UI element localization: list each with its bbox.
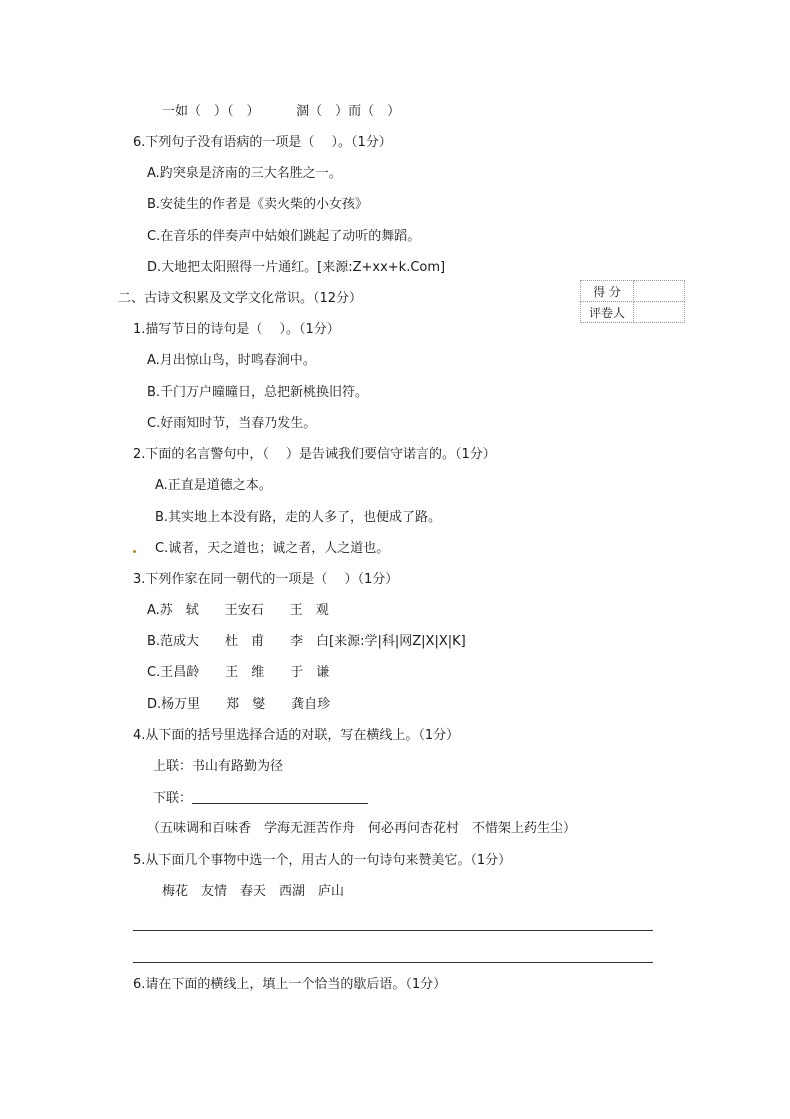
score-cell <box>634 281 685 302</box>
section-2-heading: 二、古诗文积累及文学文化常识。（12分） <box>118 291 363 306</box>
question-4-stem: 4.从下面的括号里选择合适的对联，写在横线上。（1分） <box>133 728 460 743</box>
question-2-option-c: C.诚者，天之道也；诚之者，人之道也。 <box>155 541 390 556</box>
couplet-upper: 上联：书山有路勤为径 <box>153 759 284 774</box>
question-1-option-b: B.千门万户曈曈日，总把新桃换旧符。 <box>147 385 369 400</box>
question-1-stem: 1.描写节日的诗句是（ ）。（1分） <box>133 322 340 337</box>
question-1-option-a: A.月出惊山鸟，时鸣春涧中。 <box>147 353 316 368</box>
question-6b-stem: 6.请在下面的横线上，填上一个恰当的歇后语。（1分） <box>133 977 447 992</box>
question-1-option-c: C.好雨知时节，当春乃发生。 <box>147 416 317 431</box>
question-6-option-a: A.趵突泉是济南的三大名胜之一。 <box>147 166 342 181</box>
question-6-stem: 6.下列句子没有语病的一项是（ ）。（1分） <box>133 135 392 150</box>
question-6-option-b: B.安徒生的作者是《卖火柴的小女孩》 <box>147 197 369 212</box>
couplet-lower-row <box>153 789 368 808</box>
answer-line-2[interactable] <box>133 962 653 963</box>
question-3-option-c: C.王昌龄 王 维 于 谦 <box>147 665 330 680</box>
question-5-items: 梅花 友情 春天 西湖 庐山 <box>162 884 345 899</box>
question-3-stem: 3.下列作家在同一朝代的一项是（ ）（1分） <box>133 572 399 587</box>
couplet-lower-blank[interactable] <box>192 789 368 804</box>
answer-line-1[interactable] <box>133 930 653 931</box>
grader-label: 评卷人 <box>581 302 634 323</box>
question-6-option-c: C.在音乐的伴奏声中姑娘们跳起了动听的舞蹈。 <box>147 229 421 244</box>
score-box <box>580 280 685 323</box>
question-3-option-d: D.杨万里 郑 燮 龚自珍 <box>147 697 331 712</box>
question-2-option-b: B.其实地上本没有路，走的人多了，也便成了路。 <box>155 510 442 525</box>
question-6-option-d: D.大地把太阳照得一片通红。[来源:Z+xx+k.Com] <box>147 260 446 275</box>
grader-cell <box>634 302 685 323</box>
score-label: 得 分 <box>581 281 634 302</box>
stray-dot <box>133 550 136 553</box>
question-2-option-a: A.正直是道德之本。 <box>155 478 272 493</box>
question-5-stem: 5.从下面几个事物中选一个，用古人的一句诗句来赞美它。（1分） <box>133 853 512 868</box>
fill-blank-line: 一如（ ）（ ） 涸（ ）而（ ） <box>162 104 401 119</box>
question-2-stem: 2.下面的名言警句中，（ ）是告诫我们要信守诺言的。（1分） <box>133 447 496 462</box>
couplet-lower-label: 下联： <box>153 791 193 806</box>
question-3-option-a: A.苏 轼 王安石 王 观 <box>147 603 329 618</box>
question-3-option-b: B.范成大 杜 甫 李 白[来源:学|科|网Z|X|X|K] <box>147 634 466 649</box>
couplet-choices: （五味调和百味香 学海无涯苦作舟 何必再问杏花村 不惜架上药生尘） <box>147 821 577 836</box>
